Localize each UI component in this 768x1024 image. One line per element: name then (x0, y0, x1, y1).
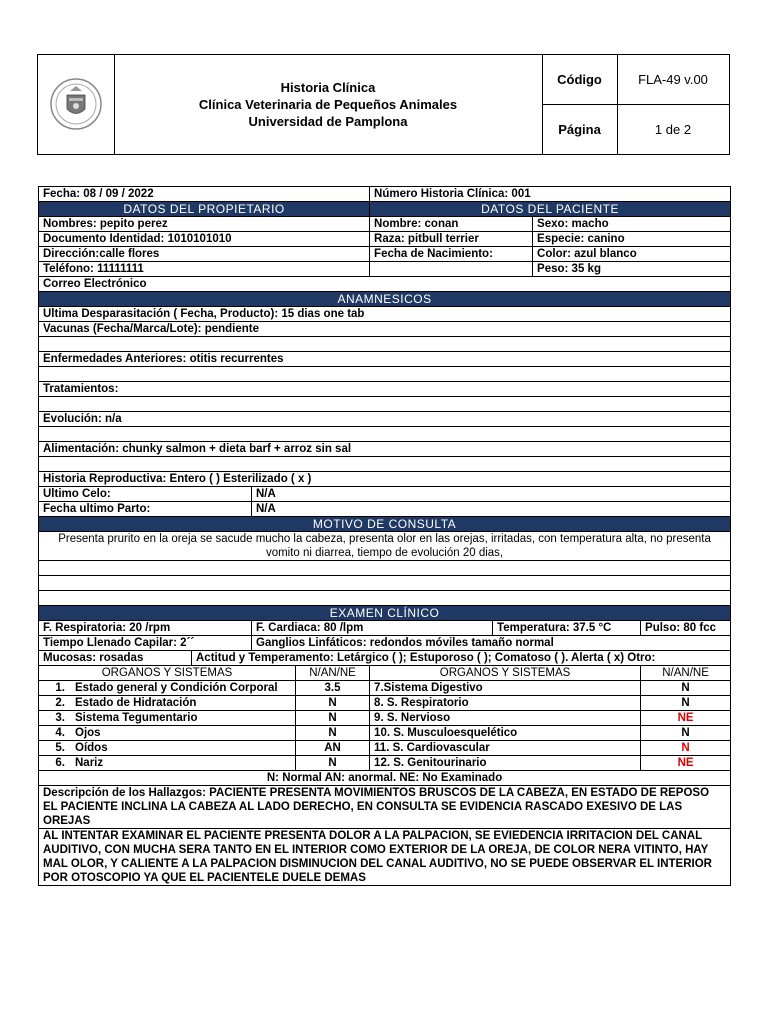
organ-right-status[interactable]: N (641, 696, 731, 711)
organ-left-status[interactable]: 3.5 (296, 681, 370, 696)
pagina-label: Página (542, 105, 618, 154)
organ-left-name (39, 696, 296, 711)
organ-left-name (39, 756, 296, 771)
document-header (37, 54, 730, 155)
fecha-field[interactable]: Fecha: 08 / 09 / 2022 (39, 187, 370, 202)
organ-number: 3. (55, 712, 65, 724)
empty-cell[interactable] (370, 262, 533, 277)
organ-right-status[interactable]: NE (641, 756, 731, 771)
patient-weight-field[interactable]: Peso: 35 kg (533, 262, 731, 277)
blank-line[interactable] (39, 561, 731, 576)
blank-line[interactable] (39, 427, 731, 442)
last-heat-label: Ultimo Celo: (39, 487, 252, 502)
organ-right-status[interactable]: NE (641, 711, 731, 726)
blank-line[interactable] (39, 337, 731, 352)
organ-number: 2. (55, 697, 65, 709)
blank-line[interactable] (39, 591, 731, 606)
feeding-field[interactable]: Alimentación: chunky salmon + dieta barf + arroz sin sal (39, 442, 731, 457)
organs-header-right: ORGANOS Y SISTEMAS (370, 666, 641, 681)
owner-email-field[interactable]: Correo Electrónico (39, 277, 731, 292)
document-title-block (114, 55, 543, 154)
organ-number: 4. (55, 727, 65, 739)
owner-document-field[interactable]: Documento Identidad: 1010101010 (39, 232, 370, 247)
organ-left-status[interactable]: N (296, 756, 370, 771)
clinical-history-form (38, 186, 731, 886)
organ-left-label: Sistema Tegumentario (75, 712, 198, 724)
reproductive-history-field[interactable]: Historia Reproductiva: Entero ( ) Esterilizado ( x ) (39, 472, 731, 487)
last-birth-label: Fecha ultimo Parto: (39, 502, 252, 517)
vaccines-field[interactable]: Vacunas (Fecha/Marca/Lote): pendiente (39, 322, 731, 337)
patient-species-field[interactable]: Especie: canino (533, 232, 731, 247)
lymph-nodes-field[interactable]: Ganglios Linfáticos: redondos móviles tamaño normal (252, 636, 731, 651)
examination-notes[interactable]: AL INTENTAR EXAMINAR EL PACIENTE PRESENTA DOLOR A LA PALPACION, SE EVIEDENCIA IRRITACION DEL CANAL AUDITIVO, CON MUCHA SERA TANTO EN EL INTERIOR COMO EXTERIOR DE LA OREJA, DE COLOR NERA VITINTO, HAY MAL OLOR, Y CALIENTE A LA PALPACION DISMINUCION DEL CANAL AUDITIVO, NO SE PUEDE OBSERVAR EL INTERIOR POR OTOSCOPIO YA QUE EL PACIENTELE DUELE DEMAS (39, 829, 731, 886)
organ-left-label: Oídos (75, 742, 108, 754)
section-anamnesicos: ANAMNESICOS (39, 292, 731, 307)
organ-right-name: 7.Sistema Digestivo (370, 681, 641, 696)
organ-left-status[interactable]: N (296, 711, 370, 726)
organ-row (39, 741, 731, 756)
organ-right-name: 12. S. Genitourinario (370, 756, 641, 771)
organs-header-left: ORGANOS Y SISTEMAS (39, 666, 296, 681)
codigo-value: FLA-49 v.00 (617, 55, 729, 105)
document-title: Historia Clínica (280, 80, 376, 95)
organ-right-name: 10. S. Musculoesquelético (370, 726, 641, 741)
heart-rate-field[interactable]: F. Cardiaca: 80 /lpm (252, 621, 493, 636)
capillary-refill-field[interactable]: Tiempo Llenado Capilar: 2´´ (39, 636, 252, 651)
clinic-name: Clínica Veterinaria de Pequeños Animales (198, 97, 458, 112)
organ-right-status[interactable]: N (641, 741, 731, 756)
pulse-field[interactable]: Pulso: 80 fcc (641, 621, 731, 636)
respiratory-rate-field[interactable]: F. Respiratoria: 20 /rpm (39, 621, 252, 636)
attitude-field[interactable]: Actitud y Temperamento: Letárgico ( ); Estuporoso ( ); Comatoso ( ). Alerta ( x) Otro: (192, 651, 731, 666)
section-propietario: DATOS DEL PROPIETARIO (39, 202, 370, 217)
organ-left-name (39, 681, 296, 696)
pagina-value: 1 de 2 (654, 122, 692, 137)
patient-birthdate-field[interactable]: Fecha de Nacimiento: (370, 247, 533, 262)
deworming-field[interactable]: Ultima Desparasitación ( Fecha, Producto): 15 dias one tab (39, 307, 731, 322)
status-header-right: N/AN/NE (641, 666, 731, 681)
organ-right-name: 8. S. Respiratorio (370, 696, 641, 711)
organ-row (39, 726, 731, 741)
blank-line[interactable] (39, 576, 731, 591)
organ-number: 5. (55, 742, 65, 754)
previous-diseases-field[interactable]: Enfermedades Anteriores: otitis recurrentes (39, 352, 731, 367)
organ-left-name (39, 711, 296, 726)
organ-left-name (39, 726, 296, 741)
organ-row (39, 696, 731, 711)
organ-row (39, 681, 731, 696)
numero-historia-field[interactable]: Número Historia Clínica: 001 (370, 187, 731, 202)
owner-name-field[interactable]: Nombres: pepito perez (39, 217, 370, 232)
organ-systems-list (39, 681, 731, 771)
university-seal-icon (38, 55, 114, 154)
section-motivo: MOTIVO DE CONSULTA (39, 517, 731, 532)
treatments-field[interactable]: Tratamientos: (39, 382, 731, 397)
patient-name-field[interactable]: Nombre: conan (370, 217, 533, 232)
section-paciente: DATOS DEL PACIENTE (370, 202, 731, 217)
mucous-field[interactable]: Mucosas: rosadas (39, 651, 192, 666)
patient-breed-field[interactable]: Raza: pitbull terrier (370, 232, 533, 247)
consultation-reason-field[interactable]: Presenta prurito en la oreja se sacude mucho la cabeza, presenta olor en las orejas, irritadas, con temperatura alta, no presenta vomito ni diarrea, tiempo de evolución 20 dias, (39, 532, 731, 561)
status-header-left: N/AN/NE (296, 666, 370, 681)
organ-left-label: Estado general y Condición Corporal (75, 682, 278, 694)
organ-left-label: Estado de Hidratación (75, 697, 197, 709)
organ-right-name: 11. S. Cardiovascular (370, 741, 641, 756)
codigo-label: Código (542, 55, 618, 105)
organ-left-name (39, 741, 296, 756)
patient-sex-field[interactable]: Sexo: macho (533, 217, 731, 232)
organ-number: 6. (55, 757, 65, 769)
legend: N: Normal AN: anormal. NE: No Examinado (39, 771, 731, 786)
blank-line[interactable] (39, 367, 731, 382)
last-birth-value[interactable]: N/A (252, 502, 731, 517)
organ-left-label: Nariz (75, 757, 104, 769)
organ-left-status[interactable]: AN (296, 741, 370, 756)
patient-color-field[interactable]: Color: azul blanco (533, 247, 731, 262)
organ-left-status[interactable]: N (296, 726, 370, 741)
owner-phone-field[interactable]: Teléfono: 11111111 (39, 262, 370, 277)
university-name: Universidad de Pamplona (248, 114, 408, 129)
temperature-field[interactable]: Temperatura: 37.5 °C (493, 621, 641, 636)
organ-row (39, 756, 731, 771)
blank-line[interactable] (39, 397, 731, 412)
organ-row (39, 711, 731, 726)
university-seal (38, 55, 115, 154)
organ-right-name: 9. S. Nervioso (370, 711, 641, 726)
section-examen: EXAMEN CLÍNICO (39, 606, 731, 621)
findings-description[interactable]: Descripción de los Hallazgos: PACIENTE PRESENTA MOVIMIENTOS BRUSCOS DE LA CABEZA, EN ESTADO DE REPOSO EL PACIENTE INCLINA LA CABEZA AL LADO DERECHO, EN CONSULTA SE EVIDENCIA RASCADO EXESIVO DE LAS OREJAS (39, 786, 731, 829)
organ-right-status[interactable]: N (641, 726, 731, 741)
blank-line[interactable] (39, 457, 731, 472)
organ-right-status[interactable]: N (641, 681, 731, 696)
organ-left-label: Ojos (75, 727, 101, 739)
organ-number: 1. (55, 682, 65, 694)
evolution-field[interactable]: Evolución: n/a (39, 412, 731, 427)
owner-address-field[interactable]: Dirección:calle flores (39, 247, 370, 262)
last-heat-value[interactable]: N/A (252, 487, 731, 502)
organ-left-status[interactable]: N (296, 696, 370, 711)
